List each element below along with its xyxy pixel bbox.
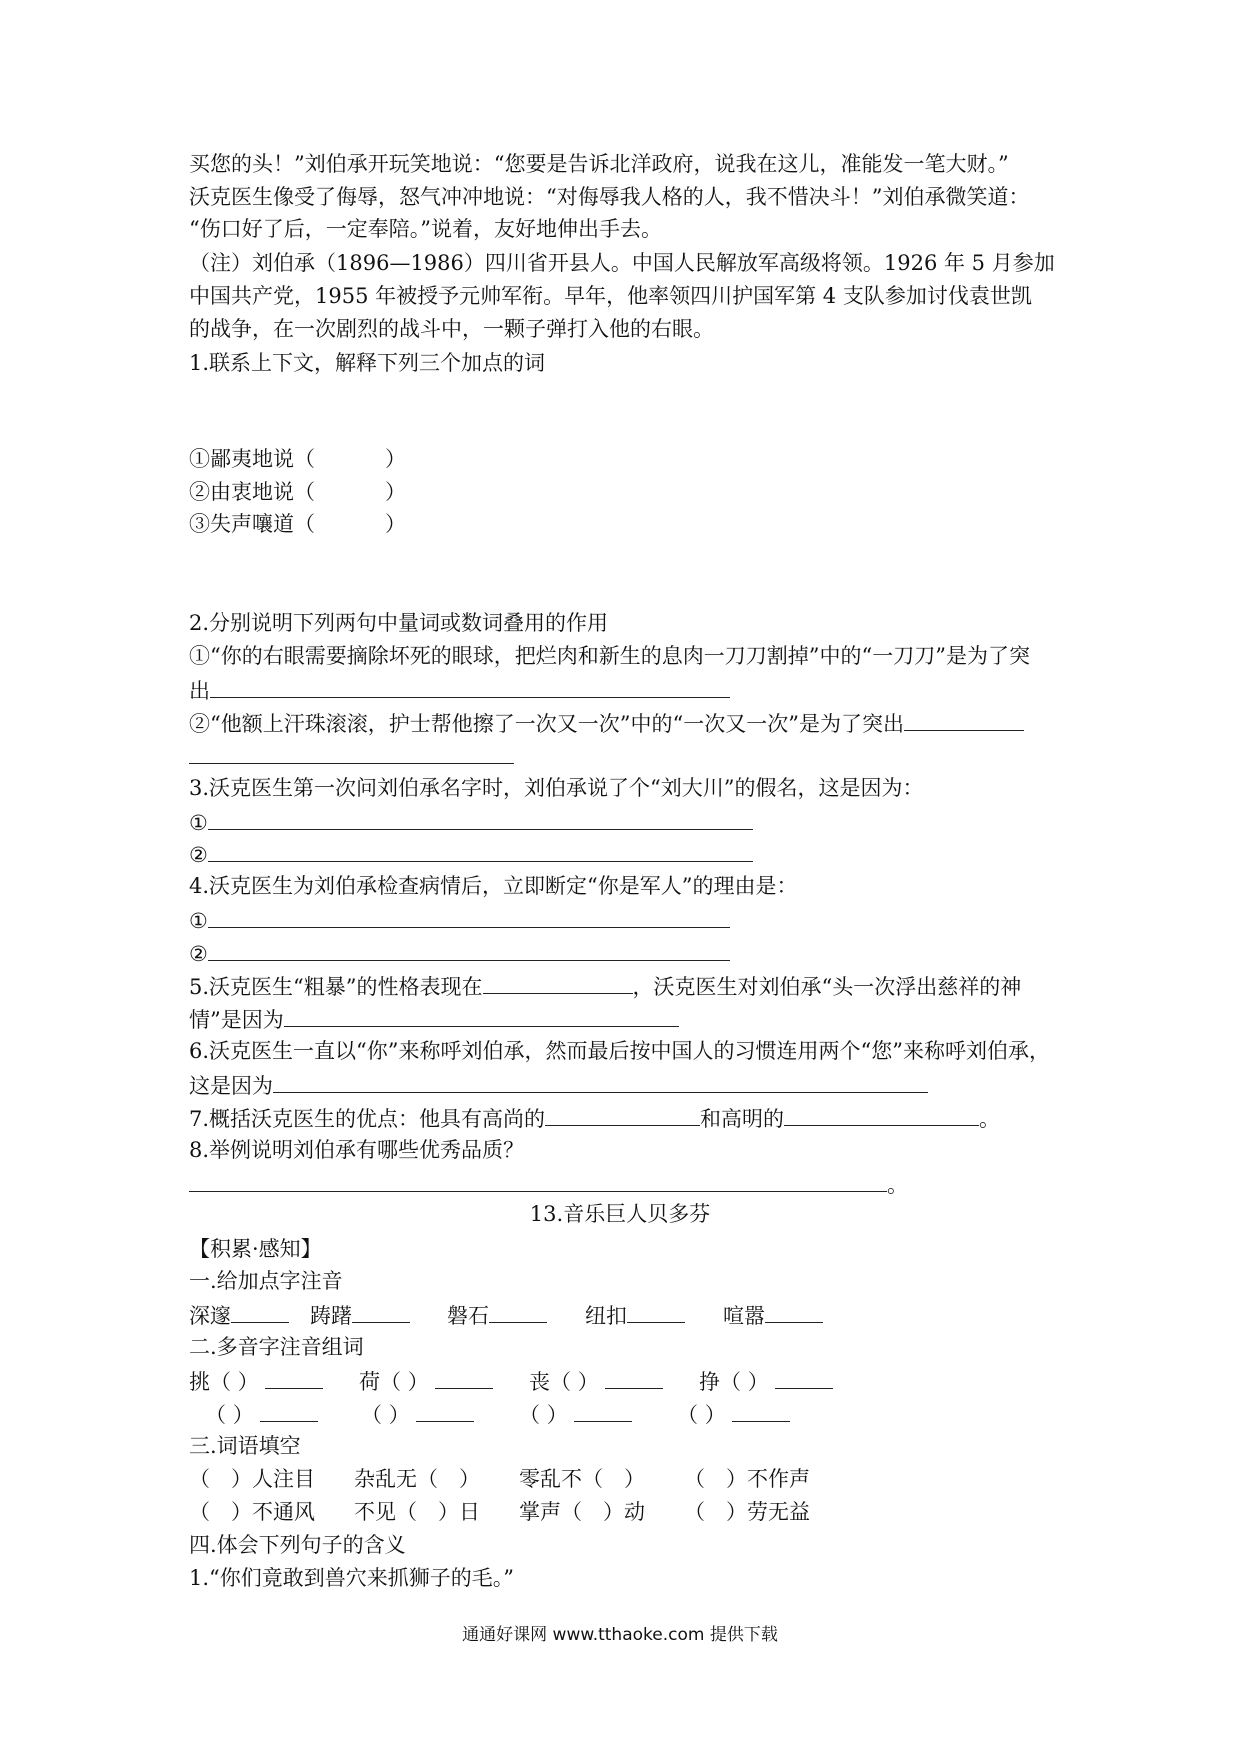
question-5-line-1: 5.沃克医生“粗暴”的性格表现在 ，沃克医生对刘伯承“头一次浮出慈祥的神 bbox=[189, 969, 1021, 1003]
answer-blank[interactable] bbox=[208, 805, 753, 830]
answer-blank[interactable] bbox=[435, 1364, 493, 1389]
q4-answer-1: ① bbox=[189, 903, 730, 937]
note-line: （注）刘伯承（1896—1986）四川省开县人。中国人民解放军高级将领。1926 年 5 月参加 bbox=[189, 251, 1055, 275]
answer-blank[interactable] bbox=[416, 1397, 474, 1422]
question-6-line-2: 这是因为 bbox=[189, 1068, 928, 1102]
q3-answer-2: ② bbox=[189, 837, 753, 871]
polyphone-row-1: 挑（ ） 荷（ ） 丧（ ） 挣（ ） bbox=[189, 1364, 833, 1398]
q1-item-2: ②由衷地说（ ） bbox=[189, 480, 406, 504]
question-2-title: 2.分别说明下列两句中量词或数词叠用的作用 bbox=[189, 611, 609, 635]
answer-blank[interactable] bbox=[273, 1068, 928, 1093]
section-heading: 【积累·感知】 bbox=[189, 1237, 322, 1261]
footer-credit: 通通好课网 www.tthaoke.com 提供下载 bbox=[462, 1625, 778, 1645]
answer-blank[interactable] bbox=[231, 1298, 289, 1323]
question-7: 7.概括沃克医生的优点：他具有高尚的 和高明的 。 bbox=[189, 1101, 1000, 1135]
fill-row-2: （ ）不通风 不见（ ）日 掌声（ ）动 （ ）劳无益 bbox=[189, 1500, 810, 1524]
note-line: 的战争，在一次剧烈的战斗中，一颗子弹打入他的右眼。 bbox=[189, 317, 714, 341]
answer-blank[interactable] bbox=[765, 1298, 823, 1323]
pinyin-row: 深邃 踌躇 磐石 纽扣 喧嚣 bbox=[189, 1298, 823, 1332]
answer-blank[interactable] bbox=[208, 903, 730, 928]
q1-item-3: ③失声嚷道（ ） bbox=[189, 512, 406, 536]
answer-blank[interactable] bbox=[208, 837, 753, 862]
answer-blank[interactable] bbox=[574, 1397, 632, 1422]
answer-blank[interactable] bbox=[627, 1298, 685, 1323]
answer-blank[interactable] bbox=[260, 1397, 318, 1422]
answer-blank[interactable] bbox=[189, 1167, 887, 1192]
answer-blank[interactable] bbox=[265, 1364, 323, 1389]
answer-blank[interactable] bbox=[210, 673, 730, 698]
q2-b-line-1: ②“他额上汗珠滚滚，护士帮他擦了一次又一次”中的“一次又一次”是为了突出 bbox=[189, 706, 1024, 740]
q1-item-1: ①鄙夷地说（ ） bbox=[189, 447, 406, 471]
passage-line: 沃克医生像受了侮辱，怒气冲冲地说：“对侮辱我人格的人，我不惜决斗！”刘伯承微笑道： bbox=[189, 185, 1030, 209]
answer-blank[interactable] bbox=[489, 1298, 547, 1323]
polyphone-row-2: （ ） （ ） （ ） （ ） bbox=[205, 1397, 790, 1431]
answer-blank[interactable] bbox=[775, 1364, 833, 1389]
question-6-line-1: 6.沃克医生一直以“你”来称呼刘伯承，然而最后按中国人的习惯连用两个“您”来称呼刘伯承， bbox=[189, 1039, 1050, 1063]
answer-blank[interactable] bbox=[483, 969, 633, 994]
answer-blank[interactable] bbox=[352, 1298, 410, 1323]
part-4-heading: 四.体会下列句子的含义 bbox=[189, 1533, 406, 1557]
part-3-heading: 三.词语填空 bbox=[189, 1434, 301, 1458]
part-1-heading: 一.给加点字注音 bbox=[189, 1269, 343, 1293]
q2-a-line-2: 出 bbox=[189, 673, 730, 707]
q4-answer-2: ② bbox=[189, 936, 730, 970]
answer-blank[interactable] bbox=[605, 1364, 663, 1389]
part-4-question-1: 1.“你们竟敢到兽穴来抓狮子的毛。” bbox=[189, 1566, 515, 1590]
q2-b-line-2 bbox=[189, 739, 514, 773]
q3-answer-1: ① bbox=[189, 805, 753, 839]
part-2-heading: 二.多音字注音组词 bbox=[189, 1335, 364, 1359]
q8-answer: 。 bbox=[189, 1167, 908, 1201]
fill-row-1: （ ）人注目 杂乱无（ ） 零乱不（ ） （ ）不作声 bbox=[189, 1467, 810, 1491]
question-4-title: 4.沃克医生为刘伯承检查病情后，立即断定“你是军人”的理由是： bbox=[189, 874, 798, 898]
answer-blank[interactable] bbox=[284, 1002, 679, 1027]
answer-blank[interactable] bbox=[208, 936, 730, 961]
answer-blank[interactable] bbox=[784, 1101, 979, 1126]
passage-line: “伤口好了后，一定奉陪。”说着，友好地伸出手去。 bbox=[189, 217, 662, 241]
question-1-title: 1.联系上下文，解释下列三个加点的词 bbox=[189, 351, 546, 375]
question-3-title: 3.沃克医生第一次问刘伯承名字时，刘伯承说了个“刘大川”的假名，这是因为： bbox=[189, 776, 924, 800]
question-8-title: 8.举例说明刘伯承有哪些优秀品质？ bbox=[189, 1138, 525, 1162]
answer-blank[interactable] bbox=[545, 1101, 700, 1126]
q2-a-line-1: ①“你的右眼需要摘除坏死的眼球，把烂肉和新生的息肉一刀刀割掉”中的“一刀刀”是为了突 bbox=[189, 644, 1030, 668]
answer-blank[interactable] bbox=[904, 706, 1024, 731]
note-line: 中国共产党，1955 年被授予元帅军衔。早年，他率领四川护国军第 4 支队参加讨伐袁世凯 bbox=[189, 284, 1032, 308]
answer-blank[interactable] bbox=[732, 1397, 790, 1422]
answer-blank[interactable] bbox=[189, 739, 514, 764]
lesson-title: 13.音乐巨人贝多芬 bbox=[529, 1202, 711, 1226]
passage-line: 买您的头！”刘伯承开玩笑地说：“您要是告诉北洋政府，说我在这儿，准能发一笔大财。” bbox=[189, 152, 1009, 176]
question-5-line-2: 情”是因为 bbox=[189, 1002, 679, 1036]
